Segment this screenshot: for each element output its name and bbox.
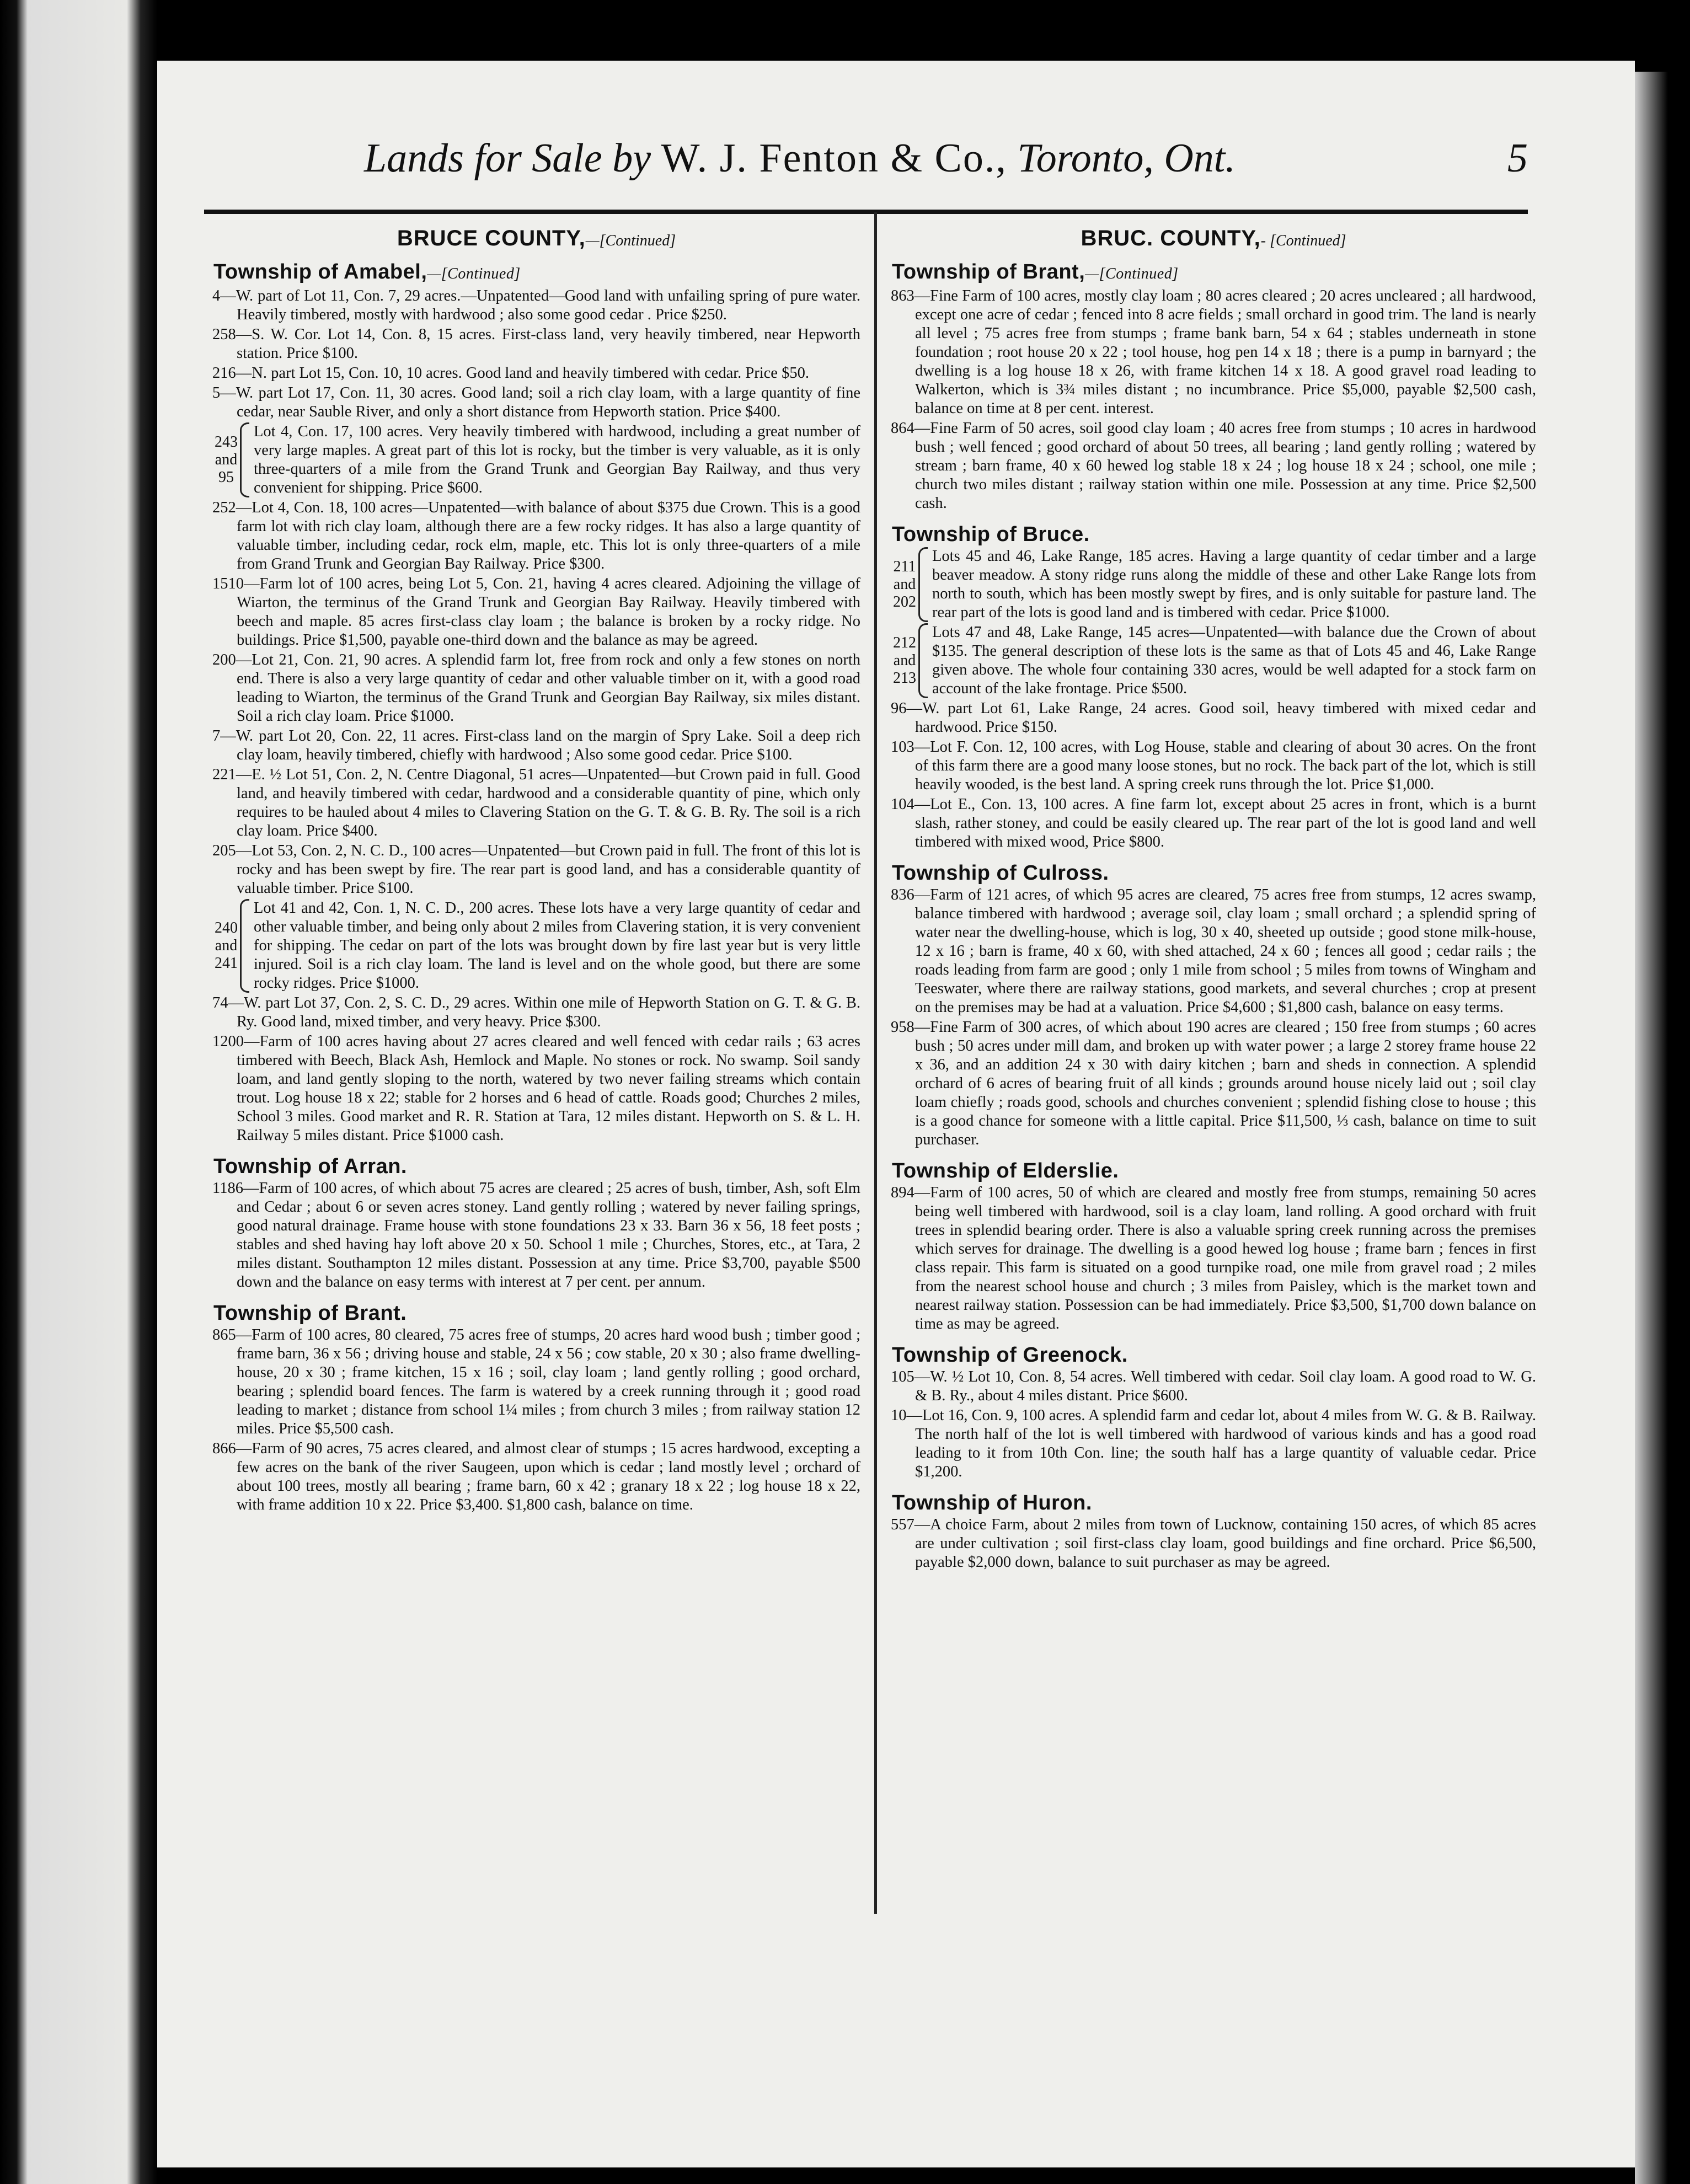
binding-edge [0,0,157,2184]
township-heading-brant-cont: Township of Brant,—[Continued] [892,260,1179,283]
listing: Lot 41 and 42, Con. 1, N. C. D., 200 acres. These lots have a very large quantity of cedar and other valuable timber, and being only about 2 miles from Clavering station, it is very convenient for shipping. The cedar on part of the lots was brought down by fire last year but is very little injured. Soil is a rich clay loam. The land is level and on the whole good, but there are some rocky ridges. Price $1000. [254,900,860,992]
running-header [204,135,1528,196]
listing: Lot 4, Con. 17, 100 acres. Very heavily timbered with hardwood, including a great number of very large maples. A great part of this lot is rocky, but the timber is very valuable, as it is only three-quarters of a mile from the Grand Trunk and Georgian Bay Railway, and thus very convenient for shipping. Price $600. [254,423,860,496]
header-company: W. J. Fenton & Co., [661,136,1007,181]
township-heading-culross: Township of Culross. [892,861,1109,885]
left-column [212,218,860,1516]
listing: 74—W. part Lot 37, Con. 2, S. C. D., 29 acres. Within one mile of Hepworth Station on G. T. & G. B. Ry. Good land, mixed timber, and very heavy. Price $300. [212,994,860,1030]
listing: 866—Farm of 90 acres, 75 acres cleared, and almost clear of stumps ; 15 acres hardwood, excepting a few acres on the bank of the river Saugeen, upon which is cedar ; land mostly level ; orchard of about 100 trees, mostly all bearing ; frame barn, 60 x 42 ; granary 18 x 22 ; log house 18 x 22, with frame addition 10 x 22. Price $3,400. $1,800 cash, balance on time. [212,1440,860,1513]
lot-numbers: 240 and 241 [215,919,238,972]
listing: 10—Lot 16, Con. 9, 100 acres. A splendid farm and cedar lot, about 4 miles from W. G. & B. Railway. The north half of the lot is well timbered with hardwood of various kinds and has a good road leading to it from 10th Con. line; the south half has a large quantity of valuable cedar. Price $1,200. [891,1407,1536,1480]
listing: 104—Lot E., Con. 13, 100 acres. A fine farm lot, except about 25 acres in front, which is a burnt slash, rather stoney, and could be easily cleared up. The rear part of the lot is good land and well timbered with mixed wood, Price $800. [891,796,1536,850]
township-heading-bruce: Township of Bruce. [892,523,1090,546]
listing: 252—Lot 4, Con. 18, 100 acres—Unpatented—with balance of about $375 due Crown. This is a good farm lot with rich clay loam, although there are a few rocky ridges. It has also a large quantity of valuable timber, including cedar, rock elm, maple, etc. This lot is only three-quarters of a mile from Grand Trunk and Georgian Bay Railway. Price $300. [212,499,860,572]
listing: 4—W. part of Lot 11, Con. 7, 29 acres.—Unpatented—Good land with unfailing spring of pure water. Heavily timbered, mostly with hardwood ; also some good cedar . Price $250. [212,287,860,323]
county-heading: BRUC. COUNTY,- [Continued] [1081,226,1346,250]
township-heading-arran: Township of Arran. [213,1155,407,1178]
listing: 836—Farm of 121 acres, of which 95 acres are cleared, 75 acres free from stumps, 12 acres swamp, balance timbered with hardwood ; average soil, clay loam ; small orchard ; a splendid spring of water near the dwelling-house, which is log, 30 x 40, sheeted up outside ; good stone milk-house, 12 x 16 ; barn is frame, 40 x 60, with shed attached, 24 x 60 ; fences all good ; cedar rails ; the roads leading from farm are good ; only 1 mile from school ; 5 miles from towns of Wingham and Teeswater, where there are railway stations, good markets, and several churches ; crop at present on the premises may be had at a valuation. Price $4,600 ; $1,800 cash, balance on easy terms. [891,886,1536,1016]
township-heading-greenock: Township of Greenock. [892,1343,1128,1367]
listing: 103—Lot F. Con. 12, 100 acres, with Log House, stable and clearing of about 30 acres. On the front of this farm there are a good many loose stones, but no rock. The back part of the lot, which is still heavily wooded, is the best land. A spring creek runs through the lot. Price $1,000. [891,738,1536,793]
listing: 958—Fine Farm of 300 acres, of which about 190 acres are cleared ; 150 free from stumps ; 60 acres bush ; 50 acres under mill dam, and broken up with water power ; a large 2 storey frame house 22 x 36, and an addition 24 x 30 with dairy kitchen ; barn and sheds in connection. A splendid orchard of 6 acres of bearing fruit of all kinds ; grounds around house nicely laid out ; soil clay loam chiefly ; roads good, schools and churches convenient ; splendid fishing close to house ; this is a good chance for someone with a little capital. Price $11,500, ⅓ cash, balance on time to suit purchaser. [891,1019,1536,1148]
lot-numbers: 212 and 213 [893,634,916,687]
brace-mark [918,623,928,698]
county-heading: BRUCE COUNTY,—[Continued] [397,226,676,250]
right-column [891,218,1536,1573]
listing: 5—W. part Lot 17, Con. 11, 30 acres. Good land; soil a rich clay loam, with a large quantity of fine cedar, near Sauble River, and only a short distance from Hepworth station. Price $400. [212,384,860,420]
listing: 1510—Farm lot of 100 acres, being Lot 5, Con. 21, having 4 acres cleared. Adjoining the village of Wiarton, the terminus of the Grand Trunk and Georgian Bay Railway. Heavily timbered with beech and maple. 85 acres first-class clay loam ; the balance is broken by a rocky ridge. No buildings. Price $1,500, payable one-third down and the balance as may be agreed. [212,575,860,649]
listing: Lots 45 and 46, Lake Range, 185 acres. Having a large quantity of cedar timber and a large beaver meadow. A stony ridge runs along the middle of these and other Lake Range lots from north to south, which has been mostly swept by fires, and is only suitable for pasture land. The rear part of the lots is good land and is timbered with cedar. Price $1000. [932,548,1536,621]
township-heading-amabel: Township of Amabel,—[Continued] [213,260,521,283]
page-number: 5 [1507,136,1528,181]
listing: Lots 47 and 48, Lake Range, 145 acres—Unpatented—with balance due the Crown of about $135. The general description of these lots is the same as that of Lots 45 and 46, Lake Range given above. The whole four containing 330 acres, would be well adapted for a stock farm on account of the lake frontage. Price $500. [932,624,1536,697]
header-rule [204,210,1528,214]
township-heading-elderslie: Township of Elderslie. [892,1159,1119,1182]
township-heading-huron: Township of Huron. [892,1491,1092,1514]
listing: 221—E. ½ Lot 51, Con. 2, N. Centre Diagonal, 51 acres—Unpatented—but Crown paid in full. Good land, and heavily timbered with cedar, hardwood and a considerable quantity of pine, which only requires to be hauled about 4 miles to Clavering Station on the G. T. & G. B. Ry. The soil is a rich clay loam. Price $400. [212,766,860,839]
column-divider [874,212,877,1914]
braced-listing [212,422,860,497]
brace-mark [240,899,249,993]
listing: 1200—Farm of 100 acres having about 27 acres cleared and well fenced with cedar rails ; 63 acres timbered with Beech, Black Ash, Hemlock and Maple. No stones or rock. No swamp. Soil sandy loam, and land gently sloping to the north, watered by two never failing streams which contain trout. Log house 18 x 22; stable for 2 horses and 6 head of cattle. Roads good; Churches 2 miles, School 3 miles. Good market and R. R. Station at Tara, 12 miles distant. Hepworth on S. & L. H. Railway 5 miles distant. Price $1000 cash. [212,1033,860,1144]
listing: 557—A choice Farm, about 2 miles from town of Lucknow, containing 150 acres, of which 85 acres are under cultivation ; soil first-class clay loam, good buildings and fine orchard. Price $6,500, payable $2,000 down, balance to suit purchaser as may be agreed. [891,1516,1536,1571]
lot-numbers: 211 and 202 [893,558,916,611]
listing: 865—Farm of 100 acres, 80 cleared, 75 acres free of stumps, 20 acres hard wood bush ; timber good ; frame barn, 36 x 56 ; driving house and stable, 24 x 56 ; cow stable, 20 x 30 ; also frame dwelling-house, 20 x 30 ; frame kitchen, 15 x 16 ; soil, clay loam ; land gently rolling ; good orchard, bearing ; splendid board fences. The farm is watered by a creek running through it ; good road leading to market ; distance from school 1¼ miles ; from church 3 miles ; from railway station 12 miles. Price $5,500 cash. [212,1326,860,1437]
header-title [364,135,1236,182]
listing: 258—S. W. Cor. Lot 14, Con. 8, 15 acres. First-class land, very heavily timbered, near Hepworth station. Price $100. [212,326,860,362]
braced-listing [212,899,860,993]
brace-mark [918,547,928,622]
header-title-post: Toronto, Ont. [1007,136,1236,181]
listing: 7—W. part Lot 20, Con. 22, 11 acres. First-class land on the margin of Spry Lake. Soil a deep rich clay loam, heavily timbered, chiefly with hardwood ; Also some good cedar. Price $100. [212,727,860,763]
braced-listing [891,623,1536,698]
listing: 863—Fine Farm of 100 acres, mostly clay loam ; 80 acres cleared ; 20 acres uncleared ; all hardwood, except one acre of cedar ; fenced into 8 acre fields ; small orchard in good trim. The land is nearly all level ; 75 acres free from stumps ; frame bank barn, 54 x 64 ; stables underneath in stone foundation ; root house 20 x 22 ; tool house, hog pen 14 x 18 ; there is a pump in barnyard ; the dwelling is a log house 18 x 26, with frame kitchen 14 x 18. A good gravel road leading to Walkerton, which is 3¾ miles distant ; no incumbrance. Price $5,000, payable $2,500 cash, balance on time at 8 per cent. interest. [891,287,1536,417]
listing: 1186—Farm of 100 acres, of which about 75 acres are cleared ; 25 acres of bush, timber, Ash, soft Elm and Cedar ; about 6 or seven acres stoney. Land gently rolling ; watered by never failing springs, good natural drainage. Frame house with stone foundations 23 x 33. Barn 36 x 56, 18 feet posts ; stables and shed having hay loft above 20 x 50. School 1 mile ; Churches, Stores, etc., at Tara, 2 miles distant. Southampton 12 miles distant. Possession at any time. Price $3,700, payable $500 down and the balance on easy terms with interest at 7 per cent. per annum. [212,1180,860,1291]
listing: 894—Farm of 100 acres, 50 of which are cleared and mostly free from stumps, remaining 50 acres being well timbered with hardwood, soil is a clay loam, land rolling. A good orchard with fruit trees in splendid bearing order. There is also a valuable spring creek running across the premises which serves for drainage. The dwelling is a good hewed log house ; frame barn ; fences in first class repair. This farm is situated on a good turnpike road, one mile from gravel road ; 2 miles from the nearest school house and church ; 3 miles from Paisley, which is the market town and nearest railway station. Possession can be had immediately. Price $3,500, $1,700 down balance on time as may be agreed. [891,1184,1536,1332]
lot-numbers: 243 and 95 [215,433,238,486]
header-title-pre: Lands for Sale by [364,136,661,181]
listing: 200—Lot 21, Con. 21, 90 acres. A splendid farm lot, free from rock and only a few stones on north end. There is also a very large quantity of cedar and other valuable timber on it, with a good road leading to Wiarton, the terminus of the Grand Trunk and Georgian Bay Railway, six miles distant. Soil a rich clay loam. Price $1000. [212,651,860,725]
township-heading-brant: Township of Brant. [213,1302,407,1325]
page-shadow [1635,72,1690,2184]
listing: 864—Fine Farm of 50 acres, soil good clay loam ; 40 acres free from stumps ; 10 acres in hardwood bush ; well fenced ; good orchard of about 50 trees, all bearing ; land gently rolling ; watered by stream ; barn frame, 40 x 60 hewed log stable 18 x 24 ; log house 18 x 24 ; school, one mile ; church two miles distant ; railway station within one mile. Possession at any time. Price $2,500 cash. [891,420,1536,512]
brace-mark [240,422,249,497]
listing: 105—W. ½ Lot 10, Con. 8, 54 acres. Well timbered with cedar. Soil clay loam. A good road to W. G. & B. Ry., about 4 miles distant. Price $600. [891,1368,1536,1404]
listing: 96—W. part Lot 61, Lake Range, 24 acres. Good soil, heavy timbered with mixed cedar and hardwood. Price $150. [891,700,1536,736]
braced-listing [891,547,1536,622]
listing: 216—N. part Lot 15, Con. 10, 10 acres. Good land and heavily timbered with cedar. Price $50. [212,365,809,382]
listing: 205—Lot 53, Con. 2, N. C. D., 100 acres—Unpatented—but Crown paid in full. The front of this lot is rocky and has been swept by fire. The rear part is good land, and has a considerable quantity of valuable timber. Price $100. [212,842,860,897]
